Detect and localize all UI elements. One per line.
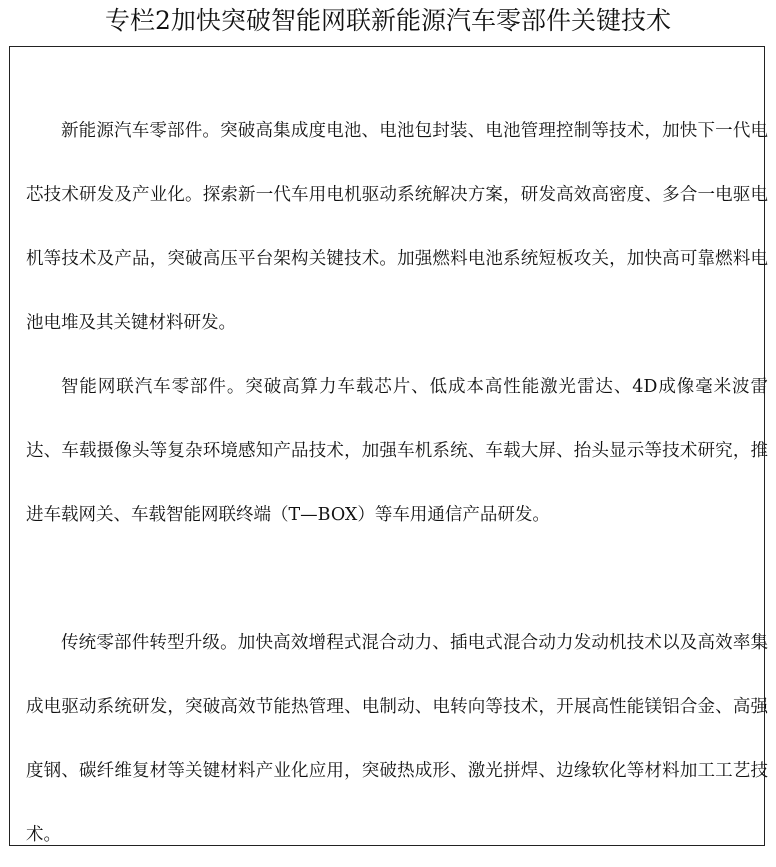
content-box [9,46,768,846]
paragraph-intelligent-connected-parts: 智能网联汽车零部件。突破高算力车载芯片、低成本高性能激光雷达、4D成像毫米波雷达、车载摄像头等复杂环境感知产品技术，加强车机系统、车载大屏、抬头显示等技术研究，推进车载网关、车载智能网联终端（T—BOX）等车用通信产品研发。 [26,377,768,525]
paragraph-traditional-parts-upgrade: 传统零部件转型升级。加快高效增程式混合动力、插电式混合动力发动机技术以及高效率集成电驱动系统研发，突破高效节能热管理、电制动、电转向等技术，开展高性能镁铝合金、高强度钢、碳纤维复材等关键材料产业化应用，突破热成形、激光拼焊、边缘软化等材料加工工艺技术。 [26,633,768,845]
page-title: 专栏2加快突破智能网联新能源汽车零部件关键技术 [105,6,671,35]
paragraph-new-energy-parts: 新能源汽车零部件。突破高集成度电池、电池包封装、电池管理控制等技术，加快下一代电芯技术研发及产业化。探索新一代车用电机驱动系统解决方案，研发高效高密度、多合一电驱电机等技术及产品，突破高压平台架构关键技术。加强燃料电池系统短板攻关，加快高可靠燃料电池电堆及其关键材料研发。 [26,121,768,333]
